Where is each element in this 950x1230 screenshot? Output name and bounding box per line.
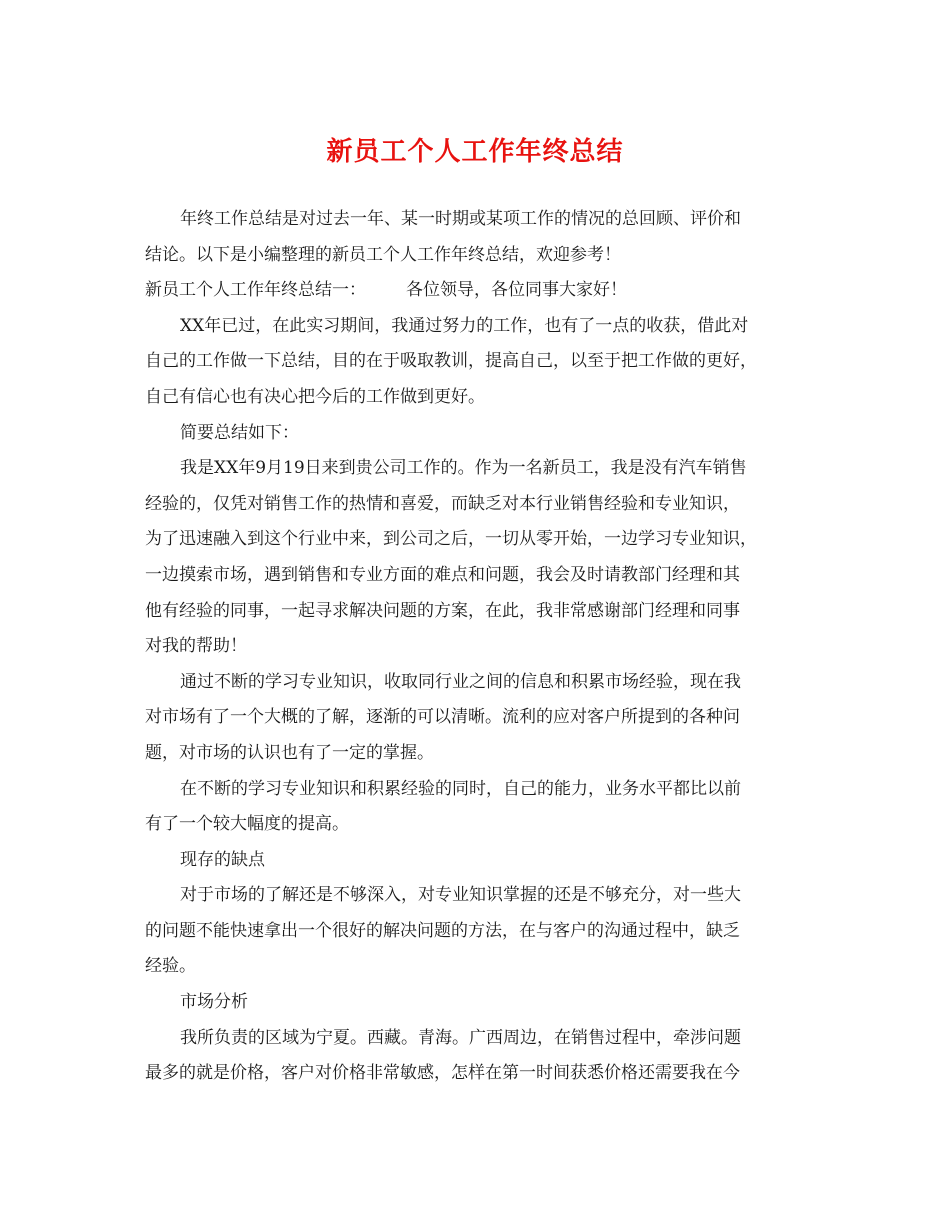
paragraph-line: 简要总结如下： [180, 422, 299, 443]
subheading-line: 市场分析 [180, 992, 248, 1013]
paragraph-line: 一边摸索市场，遇到销售和专业方面的难点和问题，我会及时请教部门经理和其 [145, 564, 740, 585]
document-title: 新员工个人工作年终总结 [326, 137, 624, 167]
paragraph-line: 经验。 [145, 956, 196, 977]
paragraph-line: 对市场有了一个大概的了解，逐渐的可以清晰。流利的应对客户所提到的各种问 [145, 707, 740, 728]
paragraph-line: 在不断的学习专业知识和积累经验的同时，自己的能力，业务水平都比以前 [180, 778, 741, 799]
greeting: 各位领导，各位同事大家好！ [406, 280, 627, 301]
paragraph-line: 通过不断的学习专业知识，收取同行业之间的信息和积累市场经验，现在我 [180, 671, 741, 692]
paragraph-line: 我是XX年9月19日来到贵公司工作的。作为一名新员工，我是没有汽车销售 [180, 458, 747, 479]
section-heading: 新员工个人工作年终总结一： [145, 280, 366, 301]
paragraph-line: 自己的工作做一下总结，目的在于吸取教训，提高自己，以至于把工作做的更好， [145, 351, 757, 372]
paragraph-line: 结论。以下是小编整理的新员工个人工作年终总结，欢迎参考！ [145, 244, 621, 265]
paragraph-line: 最多的就是价格，客户对价格非常敏感，怎样在第一时间获悉价格还需要我在今 [145, 1063, 740, 1084]
paragraph-line: 经验的，仅凭对销售工作的热情和喜爱，而缺乏对本行业销售经验和专业知识， [145, 493, 740, 514]
paragraph-line: 年终工作总结是对过去一年、某一时期或某项工作的情况的总回顾、评价和 [180, 209, 741, 229]
paragraph-line: XX年已过，在此实习期间，我通过努力的工作，也有了一点的收获，借此对 [180, 315, 749, 336]
paragraph-line: 我所负责的区域为宁夏。西藏。青海。广西周边，在销售过程中，牵涉问题 [180, 1027, 741, 1048]
paragraph-line: 有了一个较大幅度的提高。 [145, 814, 349, 835]
paragraph-line: 题，对市场的认识也有了一定的掌握。 [145, 742, 434, 763]
subheading-line: 现存的缺点 [180, 849, 265, 870]
document-body [145, 202, 810, 1092]
paragraph-line: 他有经验的同事，一起寻求解决问题的方案，在此，我非常感谢部门经理和同事 [145, 600, 740, 621]
section-heading-line [145, 273, 810, 309]
paragraph-line: 对于市场的了解还是不够深入，对专业知识掌握的还是不够充分，对一些大 [180, 885, 741, 906]
paragraph-line: 为了迅速融入到这个行业中来，到公司之后，一切从零开始，一边学习专业知识， [145, 529, 757, 550]
paragraph-line: 对我的帮助！ [145, 636, 247, 657]
paragraph-line: 自己有信心也有决心把今后的工作做到更好。 [145, 386, 485, 407]
paragraph-line: 的问题不能快速拿出一个很好的解决问题的方法，在与客户的沟通过程中，缺乏 [145, 920, 740, 941]
